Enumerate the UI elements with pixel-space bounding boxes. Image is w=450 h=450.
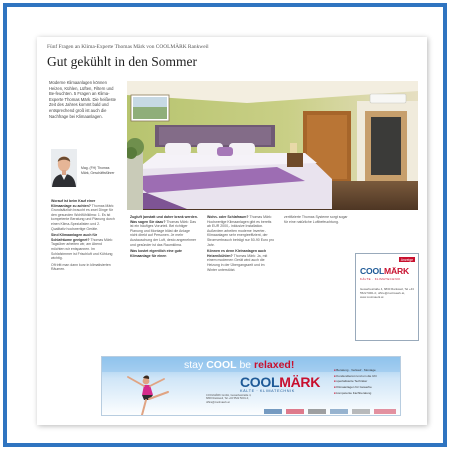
coolmaerk-small-ad (355, 253, 419, 341)
page-frame (3, 3, 447, 447)
portrait-caption: Mag. (FH) Thomas Märk, Geschäftsführer (81, 166, 115, 175)
feature-item: ■ Kundendienst rund um die Uhr (334, 374, 398, 380)
banner-slogan (184, 359, 294, 371)
question: Wohn- oder Schlafraum? (207, 215, 249, 219)
article-column-1 (51, 199, 115, 345)
coolmaerk-banner-ad (101, 356, 401, 416)
answer: zertifizierte Thomas Systeme sorgt sogar für eine natürliche Luftbefeuchtung. (284, 215, 348, 224)
slogan-be: be (236, 359, 255, 371)
slogan-cool: COOL (206, 359, 237, 371)
banner-coolmaerk-logo (240, 374, 320, 390)
feature-item: ■ Beratung · Verkauf · Montage (334, 368, 398, 374)
article-column-2 (130, 215, 198, 345)
banner-contact: COOLMÄRK GmbH, Gewerbestraße 4, 6830 Rankweil, Tel +43 5522 5001-0, office@coolmaerk.at (206, 394, 252, 404)
answer: Thomas Märk: Tagsüber arbeiten wir, am Abend möchten wir entspannen. Im Schlafzimmer ist Frischluft und Kühlung wichtig. (51, 237, 113, 261)
answer: Thomas Märk: Das ist ein häufiges Vorurteil. Bei richtiger Planung und Montage bläst die Anlage nicht direkt auf Personen. Je mehr Austauschung der Luft, desto angenehmer und gesünder ist das Raumklima. (130, 219, 197, 247)
question: Können es denn Kleinanlagen auch Heizen/kühlen? (207, 249, 267, 258)
article-column-3 (207, 215, 275, 345)
logo-part-cool: COOL (360, 266, 385, 276)
logo-part-cool: COOL (240, 374, 280, 390)
question: Was kostet eigentlich eine gute Klimaanlage für einen (130, 249, 182, 258)
article-kicker: Fünf Fragen an Klima-Experte Thomas Märk von COOLMÄRK Rankweil (47, 44, 209, 50)
feature-item: ■ kompetente Fachberatung (334, 391, 398, 397)
article-lead: Moderne Klimaanlagen können Heizen, Kühlen, Lüften, Filtern und Be-feuchten. 5 Fragen an Klima-Experte Thomas Märk. Die heißeste Zeit des Jahres kommt bald und entsprechend groß ist auch die Nachfrage bei Klimaanlagen. (49, 80, 116, 119)
hotel-room-photo (127, 81, 418, 210)
coolmaerk-logo (360, 266, 416, 276)
answer: Thomas Märk: Ja, mit einem modernen Gerät wird auch die Heizung in der Übergangszeit und im Winter unterstützt. (207, 253, 268, 272)
question: Zugluft (anstatt und daher krank werden. Was sagen Sie dazu? (130, 215, 198, 224)
article-headline: Gut gekühlt in den Sommer (47, 54, 197, 69)
logo-part-maerk: MÄRK (279, 374, 321, 390)
answer: Thomas Märk: Grundsätzlich braucht es zwei Dinge für den gesunden Wohlfühlklima: 1. Es ist kompetente Beratung und Planung durch einen Klima-Spezialisten und 2. Qualitativ hochwertige Geräte. (51, 203, 115, 231)
answer: Thomas Märk: Hochwertige Klimaanlagen gibt es bereits ab EUR 2000,- inklusive Installation. Außerdem arbeiten moderne Inverter-Klimaanlagen sehr energieeffizient, der Stromverbrauch beträgt nur 50-90 Euro pro Jahr. (207, 215, 275, 247)
question: Sind Klimaanlagen auch für Schlafräume geeignet? (51, 233, 98, 242)
banner-feature-list (334, 368, 398, 397)
slogan-relaxed: relaxed! (254, 359, 295, 371)
logo-part-maerk: MÄRK (384, 266, 410, 276)
partner-logos-strip (264, 408, 399, 415)
ad-contact-info: Gewerbestraße 4, 6830 Rankweil, Tel +43 5522 5001-0, office@coolmaerk.at, www.coolmaerk.at (360, 287, 414, 299)
article-column-4 (284, 215, 348, 345)
portrait-photo (51, 149, 77, 187)
question: Worauf ist beim Kauf einer Klimaanlage zu achten? (51, 199, 96, 208)
banner-logo-subtitle: KÄLTE · KLIMATECHNIK (240, 389, 295, 393)
ad-tag: Anzeige (400, 257, 413, 262)
answer: Oft tritt man dann kurz in klimatisierten Räumen. (51, 262, 111, 272)
feature-item: ■ Klimaanlagen für Gewerbe (334, 385, 398, 391)
slogan-stay: stay (184, 359, 207, 371)
feature-item: ■ spezialisierte Techniker (334, 379, 398, 385)
newspaper-clipping (37, 37, 427, 425)
logo-subtitle: KÄLTE · KLIMATECHNIK (360, 277, 401, 281)
